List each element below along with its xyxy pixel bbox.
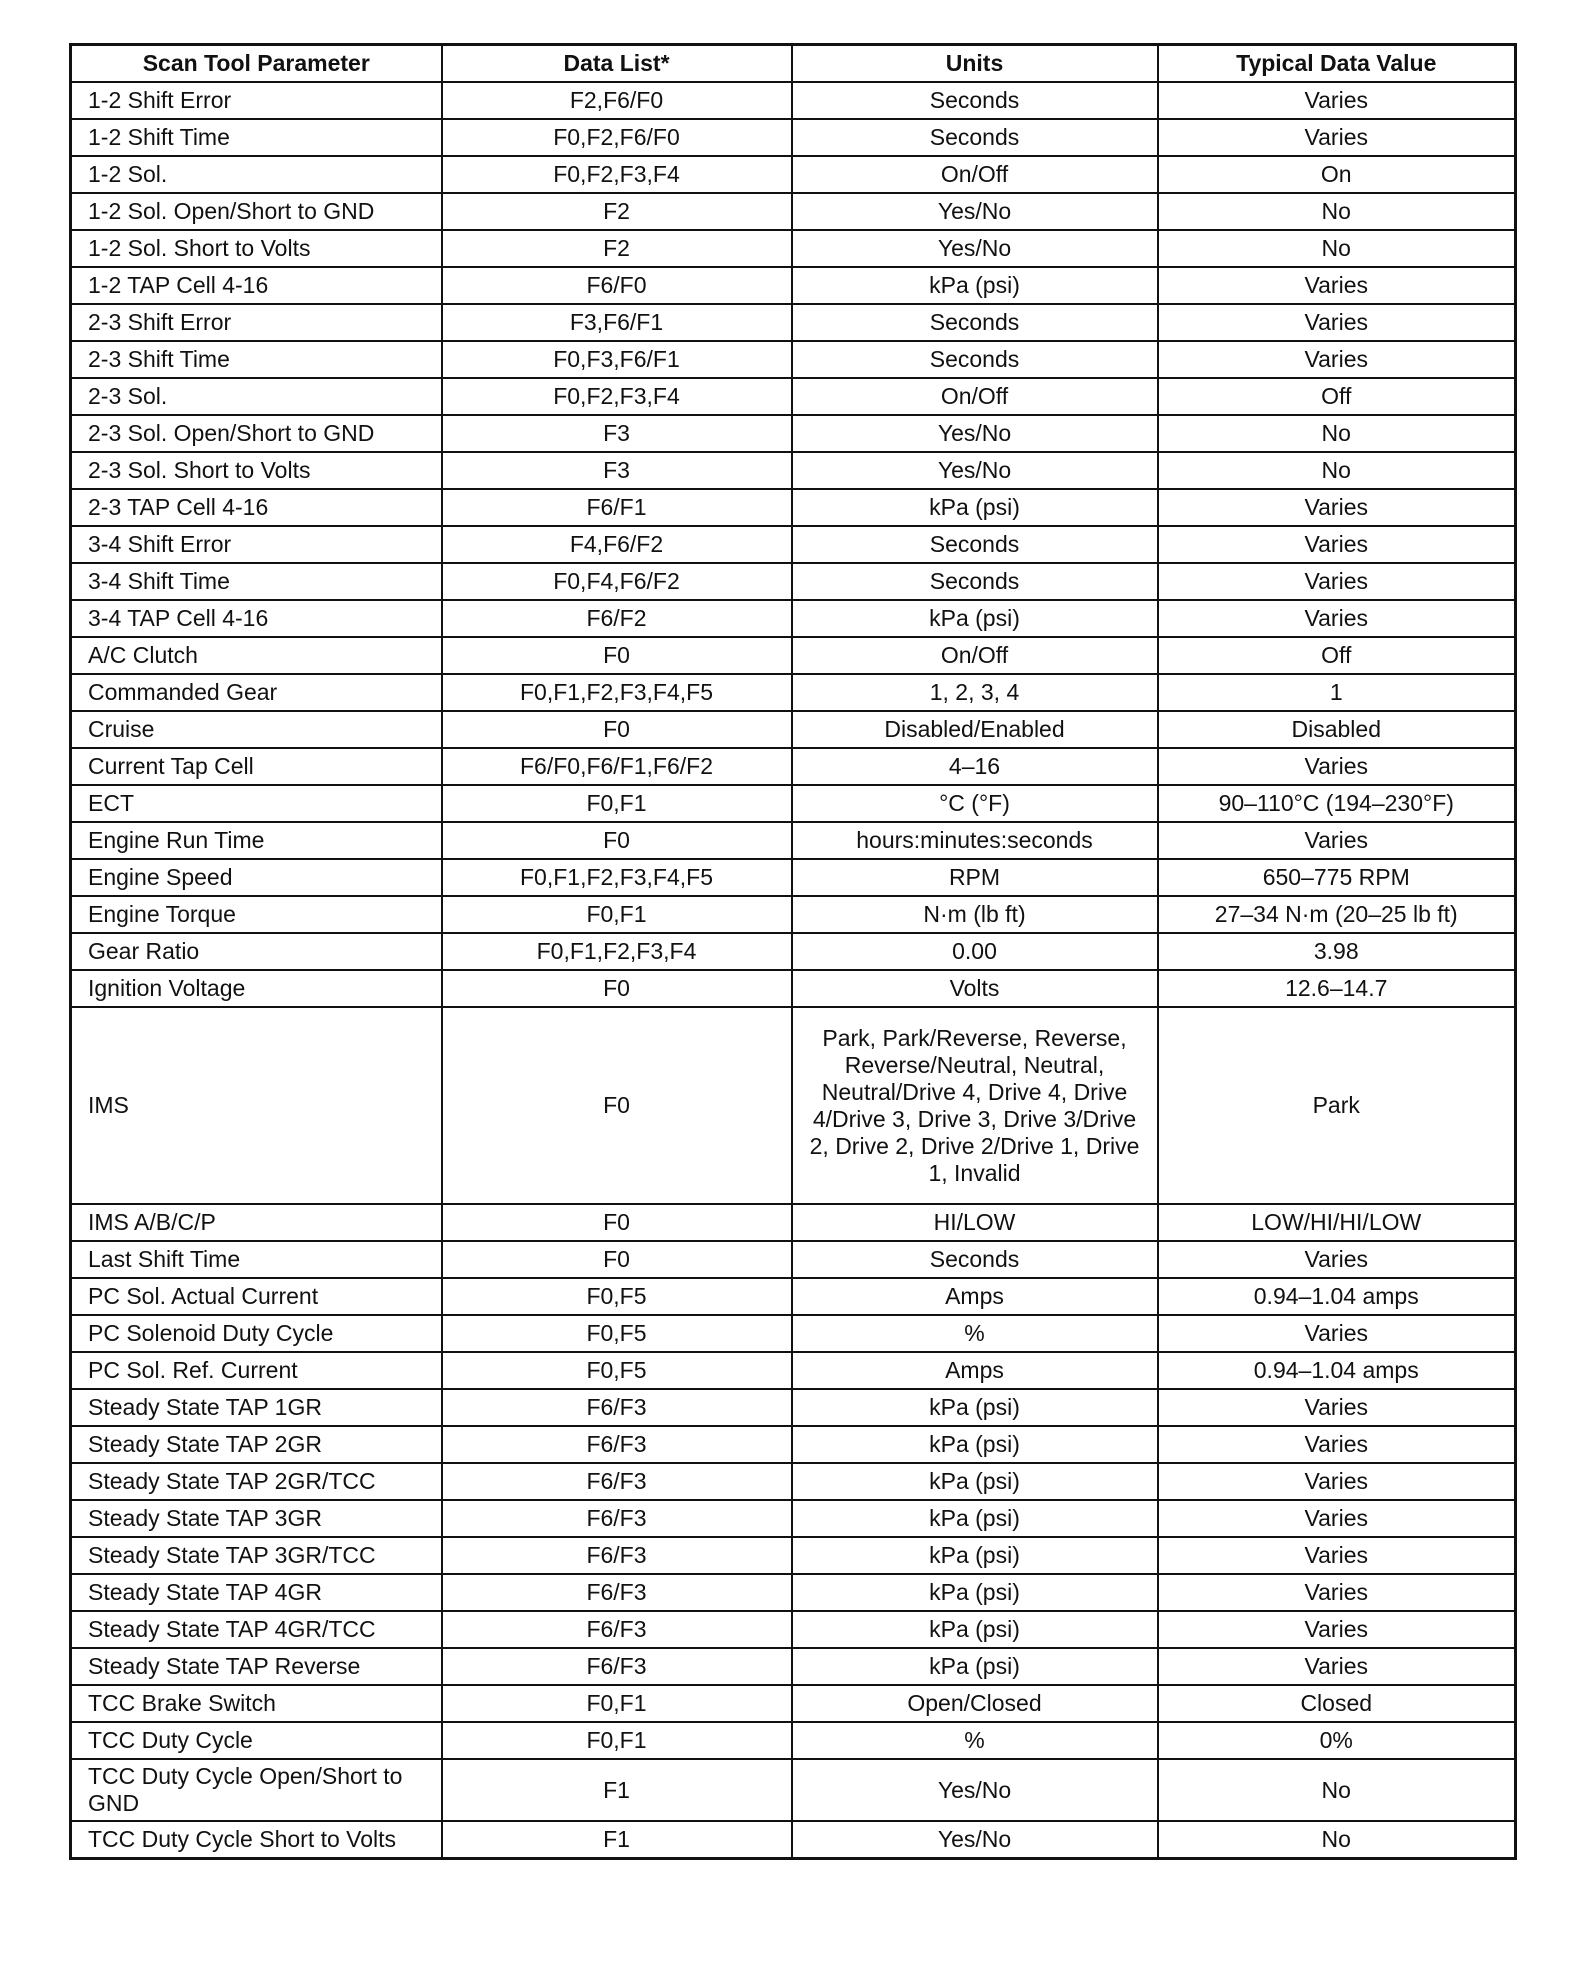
units-cell: % [792, 1722, 1158, 1759]
typical-value-cell: Varies [1158, 1500, 1516, 1537]
units-cell: Seconds [792, 563, 1158, 600]
data-list-cell: F3,F6/F1 [442, 304, 792, 341]
table-row [71, 748, 1516, 785]
table-row [71, 526, 1516, 563]
typical-value-cell: Varies [1158, 119, 1516, 156]
units-cell: Park, Park/Reverse, Reverse, Reverse/Neutral, Neutral, Neutral/Drive 4, Drive 4, Drive 4/Drive 3, Drive 3, Drive 3/Drive 2, Drive 2, Drive 2/Drive 1, Drive 1, Invalid [792, 1007, 1158, 1204]
data-list-cell: F0,F3,F6/F1 [442, 341, 792, 378]
typical-value-cell: Varies [1158, 600, 1516, 637]
units-cell: Seconds [792, 341, 1158, 378]
data-list-cell: F0 [442, 970, 792, 1007]
typical-value-cell: Off [1158, 637, 1516, 674]
parameter-cell: 1-2 Shift Error [71, 82, 442, 119]
data-list-cell: F0,F1,F2,F3,F4,F5 [442, 859, 792, 896]
typical-value-cell: 1 [1158, 674, 1516, 711]
table-row [71, 1007, 1516, 1204]
typical-value-cell: Varies [1158, 341, 1516, 378]
parameter-cell: Steady State TAP 3GR [71, 1500, 442, 1537]
parameter-cell: IMS [71, 1007, 442, 1204]
data-list-cell: F0,F1 [442, 1722, 792, 1759]
parameter-cell: TCC Duty Cycle [71, 1722, 442, 1759]
typical-value-cell: No [1158, 1821, 1516, 1859]
units-cell: kPa (psi) [792, 1537, 1158, 1574]
table-row [71, 1722, 1516, 1759]
parameter-cell: 2-3 TAP Cell 4-16 [71, 489, 442, 526]
data-list-cell: F4,F6/F2 [442, 526, 792, 563]
typical-value-cell: Closed [1158, 1685, 1516, 1722]
typical-value-cell: 0% [1158, 1722, 1516, 1759]
data-list-cell: F6/F3 [442, 1500, 792, 1537]
data-list-cell: F6/F3 [442, 1463, 792, 1500]
units-cell: kPa (psi) [792, 1574, 1158, 1611]
table-row [71, 785, 1516, 822]
data-list-cell: F0,F5 [442, 1278, 792, 1315]
table-row [71, 82, 1516, 119]
typical-value-cell: Varies [1158, 1463, 1516, 1500]
data-list-cell: F0 [442, 1204, 792, 1241]
table-row [71, 1315, 1516, 1352]
table-header-row [71, 45, 1516, 83]
table-row [71, 304, 1516, 341]
units-cell: On/Off [792, 378, 1158, 415]
parameter-cell: Gear Ratio [71, 933, 442, 970]
units-cell: kPa (psi) [792, 600, 1158, 637]
table-row [71, 193, 1516, 230]
data-list-cell: F0,F2,F6/F0 [442, 119, 792, 156]
units-cell: Yes/No [792, 415, 1158, 452]
parameter-cell: 2-3 Sol. [71, 378, 442, 415]
typical-value-cell: No [1158, 193, 1516, 230]
units-cell: kPa (psi) [792, 1426, 1158, 1463]
parameter-cell: Steady State TAP 2GR [71, 1426, 442, 1463]
typical-value-cell: Varies [1158, 1611, 1516, 1648]
typical-value-cell: 3.98 [1158, 933, 1516, 970]
units-cell: Disabled/Enabled [792, 711, 1158, 748]
typical-value-cell: Varies [1158, 1315, 1516, 1352]
typical-value-cell: No [1158, 415, 1516, 452]
units-cell: Volts [792, 970, 1158, 1007]
header-units: Units [792, 45, 1158, 83]
data-list-cell: F0,F5 [442, 1352, 792, 1389]
table-row [71, 933, 1516, 970]
data-list-cell: F1 [442, 1821, 792, 1859]
typical-value-cell: No [1158, 452, 1516, 489]
parameter-cell: PC Sol. Actual Current [71, 1278, 442, 1315]
table-row [71, 674, 1516, 711]
data-list-cell: F0 [442, 711, 792, 748]
units-cell: kPa (psi) [792, 267, 1158, 304]
table-row [71, 1759, 1516, 1821]
data-list-cell: F0,F1,F2,F3,F4,F5 [442, 674, 792, 711]
table-row [71, 230, 1516, 267]
data-list-cell: F0,F1 [442, 785, 792, 822]
data-list-cell: F0 [442, 1007, 792, 1204]
parameter-cell: TCC Brake Switch [71, 1685, 442, 1722]
typical-value-cell: Varies [1158, 1648, 1516, 1685]
units-cell: RPM [792, 859, 1158, 896]
data-list-cell: F6/F3 [442, 1574, 792, 1611]
data-list-cell: F0,F1 [442, 896, 792, 933]
parameter-cell: 1-2 TAP Cell 4-16 [71, 267, 442, 304]
units-cell: On/Off [792, 637, 1158, 674]
units-cell: Seconds [792, 1241, 1158, 1278]
parameter-cell: 2-3 Sol. Open/Short to GND [71, 415, 442, 452]
parameter-cell: 1-2 Sol. Open/Short to GND [71, 193, 442, 230]
table-row [71, 341, 1516, 378]
table-row [71, 489, 1516, 526]
parameter-cell: Engine Speed [71, 859, 442, 896]
data-list-cell: F3 [442, 452, 792, 489]
table-row [71, 563, 1516, 600]
parameter-cell: ECT [71, 785, 442, 822]
units-cell: Yes/No [792, 1759, 1158, 1821]
table-row [71, 1537, 1516, 1574]
parameter-cell: Steady State TAP 4GR [71, 1574, 442, 1611]
units-cell: kPa (psi) [792, 1463, 1158, 1500]
data-list-cell: F0,F2,F3,F4 [442, 378, 792, 415]
data-list-cell: F2 [442, 230, 792, 267]
units-cell: Amps [792, 1352, 1158, 1389]
typical-value-cell: Varies [1158, 1241, 1516, 1278]
parameter-cell: PC Solenoid Duty Cycle [71, 1315, 442, 1352]
parameter-cell: Steady State TAP 2GR/TCC [71, 1463, 442, 1500]
table-row [71, 378, 1516, 415]
parameter-cell: 1-2 Shift Time [71, 119, 442, 156]
typical-value-cell: Varies [1158, 1389, 1516, 1426]
table-row [71, 1204, 1516, 1241]
parameter-cell: Steady State TAP Reverse [71, 1648, 442, 1685]
typical-value-cell: Varies [1158, 1574, 1516, 1611]
data-list-cell: F6/F1 [442, 489, 792, 526]
typical-value-cell: 90–110°C (194–230°F) [1158, 785, 1516, 822]
parameter-cell: TCC Duty Cycle Open/Short to GND [71, 1759, 442, 1821]
data-list-cell: F0,F2,F3,F4 [442, 156, 792, 193]
table-row [71, 1463, 1516, 1500]
data-list-cell: F0 [442, 1241, 792, 1278]
table-row [71, 452, 1516, 489]
table-row [71, 1241, 1516, 1278]
units-cell: Seconds [792, 119, 1158, 156]
data-list-cell: F6/F3 [442, 1426, 792, 1463]
header-scan-tool-parameter: Scan Tool Parameter [71, 45, 442, 83]
parameter-cell: Current Tap Cell [71, 748, 442, 785]
units-cell: Seconds [792, 304, 1158, 341]
data-list-cell: F6/F3 [442, 1648, 792, 1685]
typical-value-cell: Varies [1158, 304, 1516, 341]
header-typical-data-value: Typical Data Value [1158, 45, 1516, 83]
data-list-cell: F2 [442, 193, 792, 230]
table-row [71, 156, 1516, 193]
parameter-cell: 3-4 Shift Error [71, 526, 442, 563]
table-row [71, 896, 1516, 933]
typical-value-cell: Varies [1158, 267, 1516, 304]
parameter-cell: TCC Duty Cycle Short to Volts [71, 1821, 442, 1859]
data-list-cell: F6/F0 [442, 267, 792, 304]
parameter-cell: Last Shift Time [71, 1241, 442, 1278]
typical-value-cell: Varies [1158, 1537, 1516, 1574]
parameter-cell: Engine Run Time [71, 822, 442, 859]
parameter-cell: Engine Torque [71, 896, 442, 933]
units-cell: Yes/No [792, 1821, 1158, 1859]
parameter-cell: 3-4 Shift Time [71, 563, 442, 600]
units-cell: 0.00 [792, 933, 1158, 970]
parameter-cell: 3-4 TAP Cell 4-16 [71, 600, 442, 637]
table-row [71, 970, 1516, 1007]
units-cell: Yes/No [792, 452, 1158, 489]
data-list-cell: F0,F1 [442, 1685, 792, 1722]
typical-value-cell: 0.94–1.04 amps [1158, 1278, 1516, 1315]
table-row [71, 1648, 1516, 1685]
parameter-cell: PC Sol. Ref. Current [71, 1352, 442, 1389]
units-cell: Seconds [792, 82, 1158, 119]
table-row [71, 822, 1516, 859]
units-cell: kPa (psi) [792, 1500, 1158, 1537]
units-cell: Yes/No [792, 193, 1158, 230]
table-row [71, 1426, 1516, 1463]
typical-value-cell: 650–775 RPM [1158, 859, 1516, 896]
typical-value-cell: 12.6–14.7 [1158, 970, 1516, 1007]
data-list-cell: F0,F4,F6/F2 [442, 563, 792, 600]
typical-value-cell: Varies [1158, 748, 1516, 785]
parameter-cell: 1-2 Sol. Short to Volts [71, 230, 442, 267]
units-cell: kPa (psi) [792, 489, 1158, 526]
data-list-cell: F0,F1,F2,F3,F4 [442, 933, 792, 970]
parameter-cell: Steady State TAP 3GR/TCC [71, 1537, 442, 1574]
parameter-cell: 2-3 Shift Time [71, 341, 442, 378]
data-list-cell: F6/F2 [442, 600, 792, 637]
scan-tool-data-table [69, 43, 1517, 1860]
parameter-cell: 1-2 Sol. [71, 156, 442, 193]
table-row [71, 1389, 1516, 1426]
typical-value-cell: No [1158, 230, 1516, 267]
parameter-cell: Cruise [71, 711, 442, 748]
typical-value-cell: Varies [1158, 82, 1516, 119]
typical-value-cell: No [1158, 1759, 1516, 1821]
typical-value-cell: Off [1158, 378, 1516, 415]
data-list-cell: F0 [442, 637, 792, 674]
table-row [71, 637, 1516, 674]
table-row [71, 1574, 1516, 1611]
data-list-cell: F2,F6/F0 [442, 82, 792, 119]
units-cell: % [792, 1315, 1158, 1352]
parameter-cell: A/C Clutch [71, 637, 442, 674]
table-row [71, 600, 1516, 637]
header-data-list: Data List* [442, 45, 792, 83]
table-row [71, 267, 1516, 304]
typical-value-cell: Varies [1158, 563, 1516, 600]
units-cell: Amps [792, 1278, 1158, 1315]
table-row [71, 711, 1516, 748]
data-list-cell: F0 [442, 822, 792, 859]
units-cell: kPa (psi) [792, 1648, 1158, 1685]
units-cell: kPa (psi) [792, 1611, 1158, 1648]
typical-value-cell: Varies [1158, 489, 1516, 526]
table-row [71, 119, 1516, 156]
data-list-cell: F1 [442, 1759, 792, 1821]
table-body [71, 82, 1516, 1859]
table-row [71, 859, 1516, 896]
parameter-cell: Ignition Voltage [71, 970, 442, 1007]
parameter-cell: Commanded Gear [71, 674, 442, 711]
typical-value-cell: 27–34 N·m (20–25 lb ft) [1158, 896, 1516, 933]
units-cell: On/Off [792, 156, 1158, 193]
units-cell: Yes/No [792, 230, 1158, 267]
parameter-cell: 2-3 Shift Error [71, 304, 442, 341]
data-list-cell: F6/F3 [442, 1537, 792, 1574]
table-row [71, 1611, 1516, 1648]
table-row [71, 415, 1516, 452]
units-cell: HI/LOW [792, 1204, 1158, 1241]
data-list-cell: F6/F3 [442, 1389, 792, 1426]
table-row [71, 1500, 1516, 1537]
typical-value-cell: Varies [1158, 526, 1516, 563]
data-list-cell: F0,F5 [442, 1315, 792, 1352]
units-cell: hours:minutes:seconds [792, 822, 1158, 859]
table-row [71, 1685, 1516, 1722]
units-cell: 1, 2, 3, 4 [792, 674, 1158, 711]
units-cell: Seconds [792, 526, 1158, 563]
table-row [71, 1821, 1516, 1859]
table-row [71, 1278, 1516, 1315]
typical-value-cell: 0.94–1.04 amps [1158, 1352, 1516, 1389]
typical-value-cell: Varies [1158, 822, 1516, 859]
units-cell: 4–16 [792, 748, 1158, 785]
typical-value-cell: Disabled [1158, 711, 1516, 748]
data-list-cell: F6/F3 [442, 1611, 792, 1648]
data-list-cell: F6/F0,F6/F1,F6/F2 [442, 748, 792, 785]
units-cell: Open/Closed [792, 1685, 1158, 1722]
typical-value-cell: On [1158, 156, 1516, 193]
table-row [71, 1352, 1516, 1389]
typical-value-cell: Park [1158, 1007, 1516, 1204]
units-cell: N·m (lb ft) [792, 896, 1158, 933]
units-cell: °C (°F) [792, 785, 1158, 822]
parameter-cell: Steady State TAP 1GR [71, 1389, 442, 1426]
parameter-cell: Steady State TAP 4GR/TCC [71, 1611, 442, 1648]
data-list-cell: F3 [442, 415, 792, 452]
parameter-cell: 2-3 Sol. Short to Volts [71, 452, 442, 489]
typical-value-cell: Varies [1158, 1426, 1516, 1463]
typical-value-cell: LOW/HI/HI/LOW [1158, 1204, 1516, 1241]
units-cell: kPa (psi) [792, 1389, 1158, 1426]
parameter-cell: IMS A/B/C/P [71, 1204, 442, 1241]
